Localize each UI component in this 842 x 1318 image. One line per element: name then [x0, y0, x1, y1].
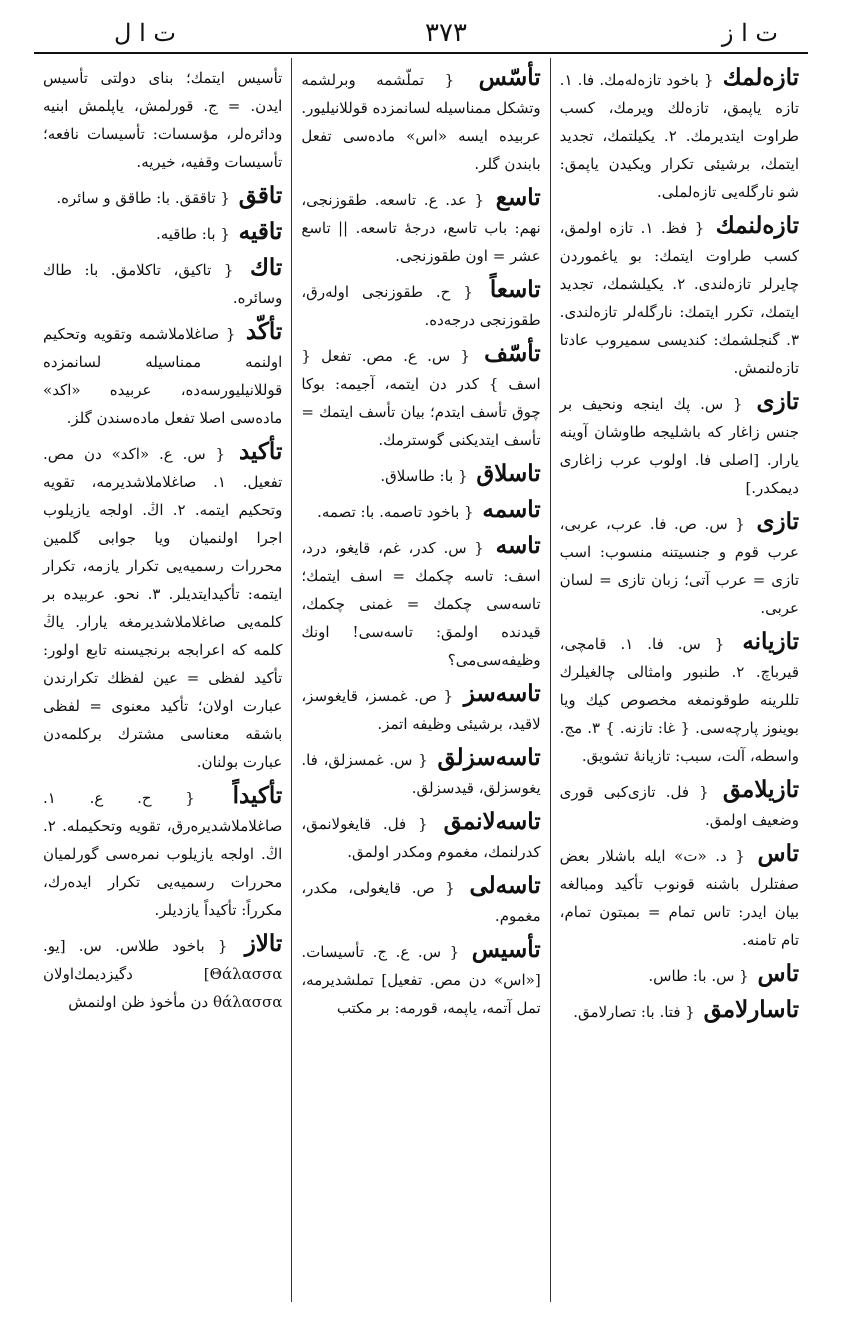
header-rule	[34, 52, 808, 54]
column-middle	[292, 58, 550, 1302]
right-guide-word: ت ا ز	[721, 19, 778, 47]
entry-definition: { تاققق. با: طاقق و سائره.	[56, 189, 230, 207]
entry-definition: تأسیس ایتمك؛ بنای دولتی تأسیس ایدن. = ج. قورلمش، یاپلمش ابنیه ودائره‌لر، مؤسسات: تأسیسات نافعه؛ تأسیسات وقفیه، خیریه.	[43, 69, 283, 171]
entry-definition: { با: طاسلاق.	[380, 467, 468, 485]
entry-headword: تازیلامق	[722, 776, 799, 803]
column-right	[551, 58, 808, 1302]
columns	[34, 58, 808, 1302]
entry-definition: { س. فا. ١. قامچی، قیرباچ. ٢. طنبور وامثالی چالغیلرك تللرینه طوقونمغه مخصوص كیك ویا بوینوز پارچه‌سی. { غا: تازنه. } ٣. مج. واسطه، آلت، سبب: تازیانهٔ تشویق.	[559, 635, 799, 765]
entry-definition: { س. ص. فا. عرب، عربی، عرب قوم و جنسیتنه منسوب: اسب تازی = عرب آتی؛ زبان تازی = لسان عربی.	[559, 515, 799, 617]
entry-definition: { ح. طقوزنجی اوله‌رق، طقوزنجی درجه‌ده.	[301, 283, 541, 329]
entry-definition: { فتا. با: تصارلامق.	[573, 1003, 695, 1021]
entry-headword: تاسعاً	[489, 276, 541, 303]
entry-definition: { س. ع. مص. تفعل { اسف } كدر دن ایتمه، آجیمه: بوكا چوق تأسف ایتدم؛ بیان تأسف ایتمك = تأسف ایتدیكنی گوسترمك.	[301, 347, 541, 449]
dictionary-entry	[301, 872, 540, 930]
dictionary-entry	[301, 340, 540, 454]
entry-definition: { س. با: طاس.	[648, 967, 749, 985]
entry-definition: { ص. غمسز، قایغوسز، لاقید، برشیئی وظیفه اتمز.	[301, 687, 541, 733]
dictionary-entry	[43, 218, 282, 248]
dictionary-entry	[43, 182, 282, 212]
entry-headword: تاسه‌لی	[469, 872, 541, 899]
entry-headword: تازه‌لنمك	[715, 212, 799, 239]
dictionary-entry	[43, 930, 282, 1016]
entry-headword: تاسه	[495, 532, 541, 559]
dictionary-entry	[301, 936, 540, 1022]
dictionary-entry	[43, 254, 282, 312]
dictionary-entry	[43, 64, 282, 176]
dictionary-entry	[301, 680, 540, 738]
column-left	[34, 58, 292, 1302]
entry-definition: { تاكیق، تاكلامق. با: طاك وسائره.	[43, 261, 283, 307]
page-header	[34, 14, 808, 52]
dictionary-entry	[560, 628, 799, 770]
dictionary-entry	[301, 276, 540, 334]
dictionary-entry	[301, 496, 540, 526]
entry-definition: { ص. قایغولی، مكدر، مغموم.	[301, 879, 541, 925]
dictionary-entry	[43, 318, 282, 432]
dictionary-entry	[560, 212, 799, 382]
entry-headword: تاسه‌لانمق	[443, 808, 541, 835]
entry-headword: تاك	[249, 254, 283, 281]
entry-headword: تاقیه	[238, 218, 283, 245]
entry-headword: تالاز	[244, 930, 283, 957]
entry-definition: { س. ع. «اكد» دن مص. تفعیل. ١. صاغلاملاشدیرمه، تقویه وتحكیم ایتمه. ٢. اڭ. اولجه یازیلوب اجرا اولنمیان ویا جوابی گلمین محررات رسمیه‌یی تكرار یازمه، تكرار ایتمه: تأكیدایتدیلر. ٣. نحو. عربیده بر كلمه‌یی صاغلاملاشدیرمغه یارار. یاڭ كلمه كه اعرابجه برنجیسنه تابع اولور: تأكید لفظی = عین لفظك تكرارندن عبارت اولان؛ تأكید معنوی = لفظی باشقه معناسی مشترك بركلمه‌دن عبارت بولنان.	[43, 445, 283, 771]
entry-headword: تازیانه	[742, 628, 799, 655]
dictionary-entry	[560, 64, 799, 206]
dictionary-entry	[301, 460, 540, 490]
entry-definition: { فل. قایغولانمق، كدرلنمك، مغموم ومكدر اولمق.	[301, 815, 541, 861]
left-guide-word: ت ا ل	[114, 19, 176, 47]
dictionary-entry	[560, 388, 799, 502]
dictionary-entry	[560, 840, 799, 954]
entry-headword: تاقق	[238, 182, 283, 209]
dictionary-entry	[301, 532, 540, 674]
entry-headword: تأكید	[238, 438, 283, 465]
entry-definition: { باخود تاصمه. با: تصمه.	[317, 503, 474, 521]
dictionary-entry	[560, 776, 799, 834]
dictionary-entry	[43, 438, 282, 776]
entry-headword: تاسع	[495, 184, 541, 211]
page-number: ٣٧٣	[425, 18, 467, 48]
dictionary-entry	[560, 960, 799, 990]
entry-definition: { فظ. ١. تازه اولمق، كسب طراوت ایتمك: بو یاغموردن چایرلر تازه‌لندی. ٢. یكیلشمك، تجدید ایتمك، تكرر ایتمك: نارگله‌لر تازه‌لندی. ٣. گنجلشمك: كندیسی سمیروب عادتا تازه‌لنمش.	[559, 219, 799, 377]
dictionary-entry	[560, 996, 799, 1026]
entry-headword: تاسارلامق	[703, 996, 799, 1023]
entry-definition: { صاغلاملاشمه وتقویه وتحكیم اولنمه ممناسیله لسانمزده قوللانیلیور‌سه‌ده، عربیده «اكد» ماده‌سی اصلا تفعل ماده‌سندن گلز.	[43, 325, 283, 427]
dictionary-entry	[301, 184, 540, 270]
entry-headword: تازی	[756, 388, 799, 415]
entry-headword: تازه‌لمك	[722, 64, 799, 91]
entry-definition: { د. «ت» ایله باشلار بعض صفتلرل باشنه قونوب تأكید ومبالغه بیان ایدر: تاس تمام = بمبتون تمام، تام تامنه.	[559, 847, 799, 949]
entry-headword: تازی	[756, 508, 799, 535]
entry-headword: تأسیس	[471, 936, 541, 963]
dictionary-entry	[301, 808, 540, 866]
entry-headword: تاسمه	[482, 496, 541, 523]
entry-headword: تاسه‌سز	[463, 680, 541, 707]
entry-definition: { تملّشمه وبرلشمه وتشكل ممناسیله لسانمزده قوللانیلیور. عربیده ایسه «اس» ماده‌سی تفعل بابندن گلر.	[301, 71, 541, 173]
entry-definition: { باخود طلاس. س. [یو. Θάλασσα] دگیزدیمك‌اولان θάλασσα دن مأخوذ ظن اولنمش	[43, 937, 283, 1011]
entry-definition: { با: طاقیه.	[155, 225, 230, 243]
entry-headword: تأكّد	[245, 318, 283, 345]
dictionary-entry	[301, 744, 540, 802]
entry-headword: تأسّف	[484, 340, 541, 367]
dictionary-entry	[560, 508, 799, 622]
entry-headword: تاسه‌سزلق	[437, 744, 541, 771]
entry-headword: تاس	[757, 960, 799, 987]
entry-headword: تأكیداً	[232, 782, 283, 809]
entry-definition: { س. كدر، غم، قایغو، درد، اسف: تاسه چكمك = اسف ایتمك؛ تاسه‌سی چكمك = غمنی چكمك، قیدنده اولمق: تاسه‌سی! اونك وظیفه‌سی‌می؟	[301, 539, 541, 669]
entry-definition: { س. پك اینجه ونحیف بر جنس زاغار كه باشلیجه طاوشان آوینه یارار. [اصلی فا. اولوب عرب زاغاری دیمكدر.]	[559, 395, 799, 497]
entry-definition: { س. ع. ج. تأسیسات. [«اس» دن مص. تفعیل] تملشدیرمه، تمل آتمه، یاپمه، قورمه: بر مكتب	[301, 943, 541, 1017]
entry-definition: { عد. ع. تاسعه. طقوزنجی، نهم: باب تاسع، درجهٔ تاسعه. || تاسع عشر = اون طقوزنجی.	[301, 191, 541, 265]
dictionary-entry	[43, 782, 282, 924]
entry-definition: { فل. تازی‌كبی قوری وضعیف اولمق.	[559, 783, 799, 829]
dictionary-entry	[301, 64, 540, 178]
entry-definition: { باخود تازه‌له‌مك. فا. ١. تازه یاپمق، تازه‌لك ویرمك، كسب طراوت ایتدیرمك. ٢. یكیلتمك، تجدید ایتمك، برشیئی تكرار ویكیدن یاپمق: شو نارگله‌یی تازه‌لملی.	[559, 71, 799, 201]
entry-headword: تأسّس	[478, 64, 541, 91]
entry-headword: تاس	[757, 840, 799, 867]
entry-headword: تاسلاق	[476, 460, 541, 487]
entry-definition: { ح. ع. ١. صاغلاملاشدیره‌رق، تقویه وتحكیمله. ٢. اڭ. اولجه یازیلوب نمره‌سی گورلمیان محررات رسمیه‌یی تكرار ایده‌رك، مكرراً: تأكیداً یازدیلر.	[43, 789, 283, 919]
entry-definition: { س. غمسزلق، فا. یغوسزلق، قیدسزلق.	[301, 751, 541, 797]
